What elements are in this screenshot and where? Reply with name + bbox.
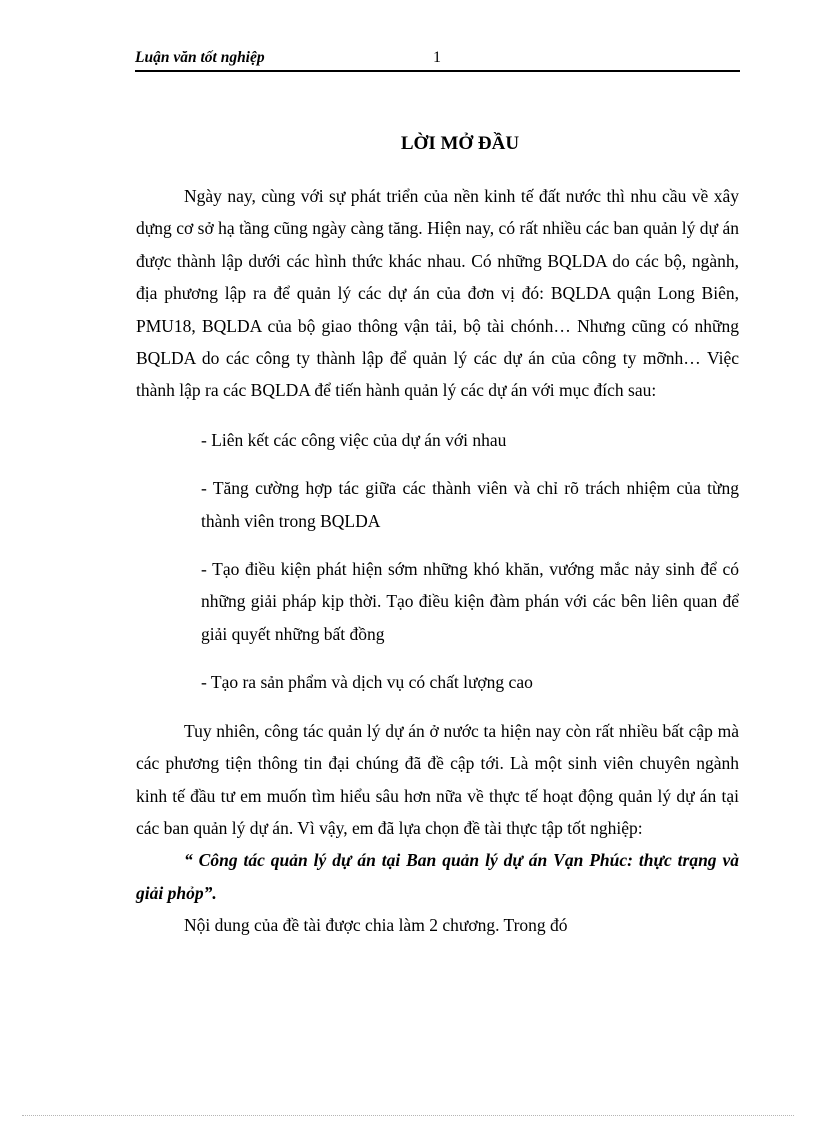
list-item: - Liên kết các công việc của dự án với nhau (201, 429, 507, 450)
page-header (135, 48, 740, 72)
list-item: - Tạo điều kiện phát hiện sớm những khó khăn, vướng mắc nảy sinh để có những giải pháp kịp thời. Tạo điều kiện đàm phán với các bên liên quan để giải quyết những bất đồng (201, 559, 739, 644)
section-heading: LỜI MỞ ĐẦU (400, 133, 520, 154)
header-title: Luận văn tốt nghiệp (135, 49, 265, 66)
purpose-list (136, 424, 739, 699)
thesis-topic: “ Công tác quản lý dự án tại Ban quản lý dự án Vạn Phúc: thực trạng và giải phỏp”. (136, 850, 739, 903)
list-item: - Tạo ra sản phẩm và dịch vụ có chất lượng cao (201, 672, 533, 693)
page-number: 1 (433, 49, 441, 66)
second-paragraph: Tuy nhiên, công tác quản lý dự án ở nước ta hiện nay còn rất nhiều bất cập mà các phương tiện thông tin đại chúng đã đề cập tới. Là một sinh viên chuyên ngành kinh tế đầu tư em muốn tìm hiểu sâu hơn nữa về thực tế hoạt động quản lý dự án tại các ban quản lý dự án. Vì vậy, em đã lựa chọn đề tài thực tập tốt nghiệp: (136, 720, 739, 838)
page-bottom-divider (22, 1115, 794, 1116)
intro-paragraph: Ngày nay, cùng với sự phát triển của nền kinh tế đất nước thì nhu cầu về xây dựng cơ sở hạ tầng cũng ngày càng tăng. Hiện nay, có rất nhiều các ban quản lý dự án được thành lập dưới các hình thức khác nhau. Có những BQLDA do các bộ, ngành, địa phương lập ra để quản lý các dự án của đơn vị đó: BQLDA quận Long Biên, PMU18, BQLDA của bộ giao thông vận tải, bộ tài chónh… Nhưng cũng có những BQLDA do các công ty thành lập để quản lý các dự án của công ty mỡnh… Việc thành lập ra các BQLDA để tiến hành quản lý các dự án với mục đích sau: (136, 186, 739, 401)
content-line: Nội dung của đề tài được chia làm 2 chương. Trong đó (184, 915, 568, 936)
list-item: - Tăng cường hợp tác giữa các thành viên và chỉ rõ trách nhiệm của từng thành viên trong BQLDA (201, 478, 739, 531)
body-text (136, 180, 739, 942)
